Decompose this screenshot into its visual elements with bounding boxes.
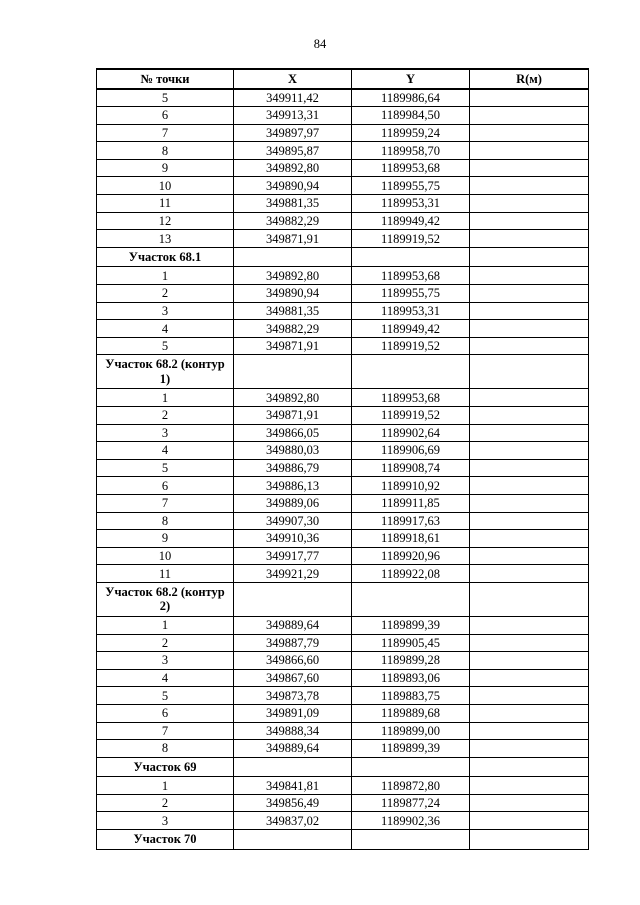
cell-point-number: 5 [97, 337, 234, 355]
cell-x: 349911,42 [234, 89, 352, 107]
section-header-row [97, 247, 589, 267]
cell-point-number: 6 [97, 477, 234, 495]
cell-point-number: 9 [97, 159, 234, 177]
cell-point-number: 3 [97, 302, 234, 320]
cell-y: 1189883,75 [352, 687, 470, 705]
cell-x: 349889,64 [234, 740, 352, 758]
cell-radius [470, 740, 589, 758]
cell-point-number: 8 [97, 740, 234, 758]
cell-point-number: 5 [97, 687, 234, 705]
coordinates-table [96, 68, 589, 850]
cell-radius [470, 230, 589, 248]
cell-radius [470, 389, 589, 407]
cell-x: 349917,77 [234, 547, 352, 565]
cell-x: 349892,80 [234, 389, 352, 407]
cell-y: 1189899,28 [352, 652, 470, 670]
table-row [97, 302, 589, 320]
section-header-row [97, 830, 589, 850]
cell-y: 1189955,75 [352, 285, 470, 303]
cell-x: 349892,80 [234, 267, 352, 285]
cell-radius [470, 442, 589, 460]
cell-x: 349837,02 [234, 812, 352, 830]
cell-point-number: 11 [97, 195, 234, 213]
table-row [97, 212, 589, 230]
cell-x: 349892,80 [234, 159, 352, 177]
cell-x: 349881,35 [234, 195, 352, 213]
cell-y: 1189919,52 [352, 337, 470, 355]
cell-radius [470, 195, 589, 213]
table-header [97, 69, 589, 89]
table-row [97, 512, 589, 530]
cell-radius [470, 407, 589, 425]
empty-cell [470, 757, 589, 777]
table-row [97, 777, 589, 795]
cell-y: 1189918,61 [352, 530, 470, 548]
cell-radius [470, 704, 589, 722]
cell-x: 349871,91 [234, 230, 352, 248]
empty-cell [234, 582, 352, 616]
cell-x: 349866,05 [234, 424, 352, 442]
table-row [97, 424, 589, 442]
cell-x: 349889,06 [234, 494, 352, 512]
cell-point-number: 9 [97, 530, 234, 548]
cell-point-number: 6 [97, 704, 234, 722]
table-row [97, 669, 589, 687]
cell-radius [470, 424, 589, 442]
cell-point-number: 8 [97, 512, 234, 530]
table-row [97, 477, 589, 495]
table-row [97, 530, 589, 548]
cell-radius [470, 794, 589, 812]
cell-y: 1189899,39 [352, 740, 470, 758]
cell-point-number: 1 [97, 616, 234, 634]
cell-x: 349907,30 [234, 512, 352, 530]
cell-y: 1189958,70 [352, 142, 470, 160]
cell-radius [470, 477, 589, 495]
cell-x: 349910,36 [234, 530, 352, 548]
cell-radius [470, 337, 589, 355]
header-radius: R(м) [470, 69, 589, 89]
empty-cell [470, 247, 589, 267]
cell-x: 349867,60 [234, 669, 352, 687]
cell-radius [470, 512, 589, 530]
cell-x: 349882,29 [234, 320, 352, 338]
cell-y: 1189919,52 [352, 230, 470, 248]
table-row [97, 177, 589, 195]
cell-x: 349866,60 [234, 652, 352, 670]
table-row [97, 89, 589, 107]
table-row [97, 285, 589, 303]
cell-radius [470, 669, 589, 687]
table-row [97, 195, 589, 213]
cell-radius [470, 142, 589, 160]
cell-x: 349886,13 [234, 477, 352, 495]
cell-radius [470, 212, 589, 230]
section-title: Участок 68.2 (контур 1) [97, 355, 234, 389]
cell-y: 1189953,68 [352, 159, 470, 177]
section-title: Участок 69 [97, 757, 234, 777]
cell-point-number: 10 [97, 547, 234, 565]
section-header-row [97, 582, 589, 616]
cell-point-number: 6 [97, 107, 234, 125]
empty-cell [470, 582, 589, 616]
cell-y: 1189899,39 [352, 616, 470, 634]
empty-cell [470, 355, 589, 389]
cell-point-number: 8 [97, 142, 234, 160]
cell-radius [470, 267, 589, 285]
section-title: Участок 70 [97, 830, 234, 850]
table-row [97, 267, 589, 285]
cell-radius [470, 812, 589, 830]
cell-y: 1189902,64 [352, 424, 470, 442]
cell-y: 1189889,68 [352, 704, 470, 722]
cell-y: 1189959,24 [352, 124, 470, 142]
cell-x: 349881,35 [234, 302, 352, 320]
table-row [97, 616, 589, 634]
cell-x: 349871,91 [234, 337, 352, 355]
cell-radius [470, 320, 589, 338]
cell-x: 349888,34 [234, 722, 352, 740]
table-row [97, 407, 589, 425]
cell-x: 349887,79 [234, 634, 352, 652]
cell-y: 1189953,31 [352, 195, 470, 213]
cell-y: 1189899,00 [352, 722, 470, 740]
cell-point-number: 2 [97, 634, 234, 652]
empty-cell [234, 355, 352, 389]
cell-radius [470, 687, 589, 705]
cell-y: 1189906,69 [352, 442, 470, 460]
empty-cell [234, 830, 352, 850]
empty-cell [234, 757, 352, 777]
cell-point-number: 2 [97, 285, 234, 303]
cell-x: 349890,94 [234, 285, 352, 303]
cell-radius [470, 494, 589, 512]
cell-point-number: 11 [97, 565, 234, 583]
section-header-row [97, 757, 589, 777]
cell-point-number: 7 [97, 722, 234, 740]
cell-x: 349890,94 [234, 177, 352, 195]
cell-point-number: 13 [97, 230, 234, 248]
cell-x: 349880,03 [234, 442, 352, 460]
table-row [97, 547, 589, 565]
empty-cell [234, 247, 352, 267]
table-row [97, 687, 589, 705]
empty-cell [352, 757, 470, 777]
cell-radius [470, 634, 589, 652]
cell-radius [470, 777, 589, 795]
table-row [97, 107, 589, 125]
table-row [97, 634, 589, 652]
cell-radius [470, 124, 589, 142]
cell-point-number: 1 [97, 389, 234, 407]
table-row [97, 320, 589, 338]
header-row [97, 69, 589, 89]
cell-point-number: 3 [97, 652, 234, 670]
cell-y: 1189949,42 [352, 212, 470, 230]
header-point-number: № точки [97, 69, 234, 89]
cell-point-number: 4 [97, 669, 234, 687]
cell-x: 349871,91 [234, 407, 352, 425]
table-row [97, 704, 589, 722]
cell-point-number: 1 [97, 267, 234, 285]
cell-x: 349841,81 [234, 777, 352, 795]
cell-point-number: 10 [97, 177, 234, 195]
cell-point-number: 4 [97, 442, 234, 460]
cell-x: 349856,49 [234, 794, 352, 812]
table-row [97, 142, 589, 160]
cell-y: 1189910,92 [352, 477, 470, 495]
cell-y: 1189953,68 [352, 389, 470, 407]
header-y: Y [352, 69, 470, 89]
header-x: X [234, 69, 352, 89]
cell-x: 349886,79 [234, 459, 352, 477]
cell-x: 349873,78 [234, 687, 352, 705]
cell-point-number: 7 [97, 494, 234, 512]
table-row [97, 337, 589, 355]
cell-point-number: 1 [97, 777, 234, 795]
table-row [97, 389, 589, 407]
empty-cell [352, 355, 470, 389]
table-row [97, 812, 589, 830]
cell-y: 1189922,08 [352, 565, 470, 583]
cell-x: 349882,29 [234, 212, 352, 230]
cell-y: 1189953,68 [352, 267, 470, 285]
cell-point-number: 12 [97, 212, 234, 230]
cell-radius [470, 722, 589, 740]
table-row [97, 794, 589, 812]
cell-radius [470, 89, 589, 107]
table-row [97, 652, 589, 670]
cell-point-number: 7 [97, 124, 234, 142]
section-title: Участок 68.2 (контур 2) [97, 582, 234, 616]
cell-x: 349891,09 [234, 704, 352, 722]
cell-point-number: 2 [97, 407, 234, 425]
cell-point-number: 4 [97, 320, 234, 338]
cell-point-number: 3 [97, 812, 234, 830]
table-row [97, 230, 589, 248]
empty-cell [352, 582, 470, 616]
cell-point-number: 3 [97, 424, 234, 442]
cell-y: 1189917,63 [352, 512, 470, 530]
cell-x: 349921,29 [234, 565, 352, 583]
cell-y: 1189893,06 [352, 669, 470, 687]
cell-radius [470, 107, 589, 125]
cell-y: 1189953,31 [352, 302, 470, 320]
empty-cell [352, 247, 470, 267]
cell-radius [470, 285, 589, 303]
page-number: 84 [313, 37, 327, 51]
section-title: Участок 68.1 [97, 247, 234, 267]
cell-radius [470, 459, 589, 477]
cell-x: 349913,31 [234, 107, 352, 125]
cell-radius [470, 616, 589, 634]
cell-y: 1189872,80 [352, 777, 470, 795]
cell-y: 1189984,50 [352, 107, 470, 125]
table-row [97, 459, 589, 477]
cell-radius [470, 302, 589, 320]
table-row [97, 159, 589, 177]
table-row [97, 740, 589, 758]
cell-x: 349889,64 [234, 616, 352, 634]
cell-radius [470, 652, 589, 670]
empty-cell [470, 830, 589, 850]
cell-radius [470, 159, 589, 177]
cell-point-number: 5 [97, 459, 234, 477]
cell-radius [470, 547, 589, 565]
empty-cell [352, 830, 470, 850]
cell-y: 1189986,64 [352, 89, 470, 107]
cell-y: 1189949,42 [352, 320, 470, 338]
cell-point-number: 5 [97, 89, 234, 107]
table-row [97, 124, 589, 142]
cell-radius [470, 565, 589, 583]
cell-y: 1189908,74 [352, 459, 470, 477]
table-row [97, 722, 589, 740]
cell-point-number: 2 [97, 794, 234, 812]
table-row [97, 442, 589, 460]
table-row [97, 494, 589, 512]
cell-radius [470, 530, 589, 548]
cell-radius [470, 177, 589, 195]
cell-x: 349897,97 [234, 124, 352, 142]
cell-y: 1189905,45 [352, 634, 470, 652]
cell-y: 1189955,75 [352, 177, 470, 195]
cell-y: 1189920,96 [352, 547, 470, 565]
cell-y: 1189911,85 [352, 494, 470, 512]
cell-y: 1189877,24 [352, 794, 470, 812]
cell-x: 349895,87 [234, 142, 352, 160]
table-body [97, 89, 589, 850]
table-row [97, 565, 589, 583]
cell-y: 1189902,36 [352, 812, 470, 830]
cell-y: 1189919,52 [352, 407, 470, 425]
section-header-row [97, 355, 589, 389]
